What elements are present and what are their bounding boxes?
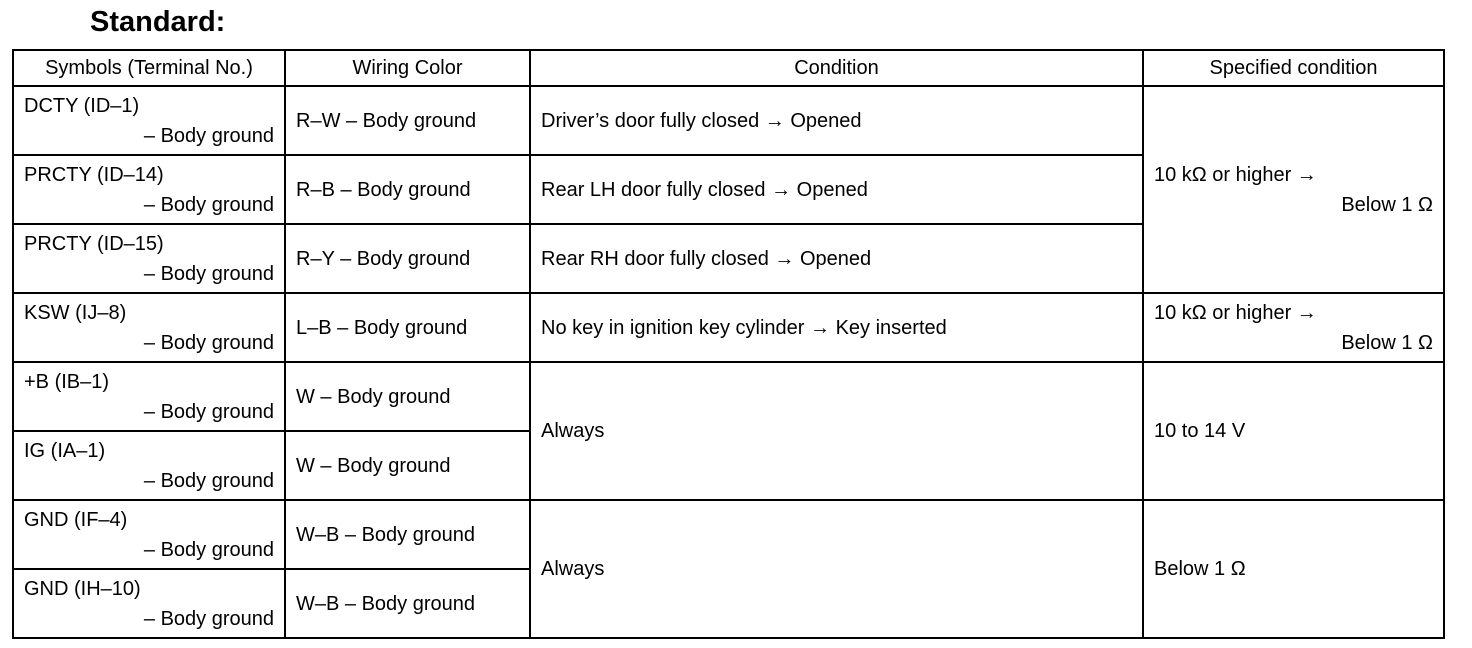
terminal-symbol: PRCTY (ID–14) [24, 163, 164, 186]
header-symbols: Symbols (Terminal No.) [13, 50, 285, 86]
spec-value-after: Below 1 Ω [1341, 193, 1433, 216]
symbol-cell [13, 86, 285, 155]
condition-cell: Rear RH door fully closed → Opened [530, 224, 1143, 293]
terminal-ground: – Body ground [143, 331, 274, 354]
table-row [13, 500, 1444, 569]
table-header-row [13, 50, 1444, 86]
terminal-symbol: KSW (IJ–8) [24, 301, 127, 324]
terminal-symbol: IG (IA–1) [24, 439, 106, 462]
terminal-ground: – Body ground [143, 262, 274, 285]
condition-cell: Always [530, 500, 1143, 638]
wiring-color-cell: W – Body ground [285, 431, 530, 500]
terminal-symbol: PRCTY (ID–15) [24, 232, 164, 255]
table-row [13, 293, 1444, 362]
condition-cell: No key in ignition key cylinder → Key inserted [530, 293, 1143, 362]
terminal-symbol: DCTY (ID–1) [24, 94, 140, 117]
terminal-ground: – Body ground [143, 469, 274, 492]
symbol-cell [13, 500, 285, 569]
symbol-cell [13, 155, 285, 224]
terminal-ground: – Body ground [143, 607, 274, 630]
terminal-ground: – Body ground [143, 193, 274, 216]
wiring-color-cell: W–B – Body ground [285, 500, 530, 569]
specified-condition-cell [1143, 293, 1444, 362]
symbol-cell [13, 224, 285, 293]
symbol-cell [13, 431, 285, 500]
wiring-color-cell: R–B – Body ground [285, 155, 530, 224]
wiring-color-cell: R–Y – Body ground [285, 224, 530, 293]
symbol-cell [13, 569, 285, 638]
table-row [13, 86, 1444, 155]
symbol-cell [13, 293, 285, 362]
wiring-color-cell: R–W – Body ground [285, 86, 530, 155]
terminal-symbol: +B (IB–1) [24, 370, 110, 393]
header-condition: Condition [530, 50, 1143, 86]
terminal-ground: – Body ground [143, 124, 274, 147]
wiring-color-cell: W – Body ground [285, 362, 530, 431]
spec-value-after: Below 1 Ω [1341, 331, 1433, 354]
specified-condition-cell: 10 to 14 V [1143, 362, 1444, 500]
table-row [13, 362, 1444, 431]
page-title: Standard: [90, 6, 226, 38]
terminal-symbol: GND (IF–4) [24, 508, 128, 531]
terminal-ground: – Body ground [143, 538, 274, 561]
symbol-cell [13, 362, 285, 431]
header-specified-condition: Specified condition [1143, 50, 1444, 86]
condition-cell: Driver’s door fully closed → Opened [530, 86, 1143, 155]
wiring-color-cell: W–B – Body ground [285, 569, 530, 638]
specified-condition-cell [1143, 86, 1444, 293]
standard-spec-table [12, 49, 1445, 639]
condition-cell: Rear LH door fully closed → Opened [530, 155, 1143, 224]
spec-value-before: 10 kΩ or higher → [1154, 163, 1317, 186]
condition-cell: Always [530, 362, 1143, 500]
spec-value-before: 10 kΩ or higher → [1154, 301, 1317, 324]
header-wiring-color: Wiring Color [285, 50, 530, 86]
terminal-ground: – Body ground [143, 400, 274, 423]
terminal-symbol: GND (IH–10) [24, 577, 141, 600]
wiring-color-cell: L–B – Body ground [285, 293, 530, 362]
specified-condition-cell: Below 1 Ω [1143, 500, 1444, 638]
